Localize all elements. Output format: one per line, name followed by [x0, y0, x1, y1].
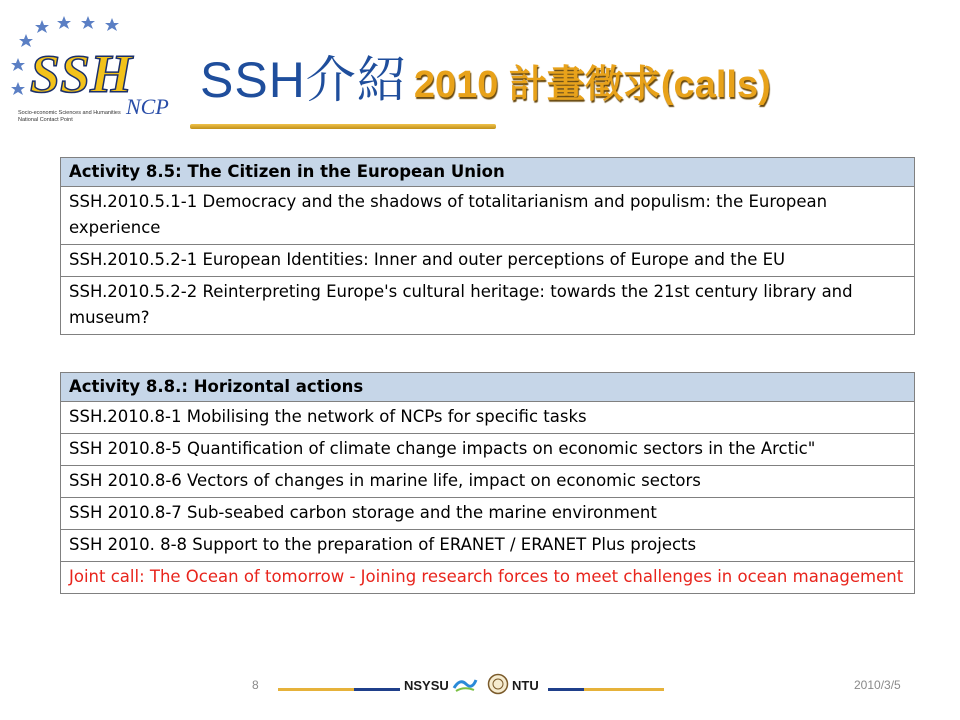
table-cell: SSH.2010.5.1-1 Democracy and the shadows of totalitarianism and populism: the European experience: [61, 187, 915, 245]
ntu-seal-icon: [487, 673, 509, 695]
table-cell: SSH.2010.5.2-2 Reinterpreting Europe's cultural heritage: towards the 21st century library and museum?: [61, 277, 915, 335]
table-row: [61, 245, 915, 277]
logo-ncp-text: NCP: [126, 94, 169, 119]
nsysu-emblem-icon: [452, 674, 478, 694]
activity-8-5-table: [60, 157, 915, 335]
footer-right-label: NTU: [512, 678, 539, 693]
table-row: [61, 434, 915, 466]
table-row: [61, 402, 915, 434]
table-cell: SSH 2010. 8-8 Support to the preparation of ERANET / ERANET Plus projects: [61, 530, 915, 562]
logo-caption-line2: National Contact Point: [18, 117, 73, 123]
table-cell: SSH 2010.8-6 Vectors of changes in marine life, impact on economic sectors: [61, 466, 915, 498]
footer-line: [548, 688, 584, 691]
footer-left-label: NSYSU: [404, 678, 449, 693]
page-number: 8: [252, 678, 259, 692]
table-header-row: [61, 373, 915, 402]
table-header-row: [61, 158, 915, 187]
ssh-ncp-logo: [8, 14, 188, 130]
table-cell-joint-call: Joint call: The Ocean of tomorrow - Joining research forces to meet challenges in ocean management: [61, 562, 915, 594]
footer-line: [584, 688, 664, 691]
logo-caption-line1: Socio-economic Sciences and Humanities: [18, 110, 121, 116]
table-header-cell: Activity 8.5: The Citizen in the European Union: [61, 158, 915, 187]
footer-line: [278, 688, 354, 691]
slide-footer: [0, 678, 960, 702]
slide-date: 2010/3/5: [854, 678, 901, 692]
table-cell: SSH.2010.8-1 Mobilising the network of NCPs for specific tasks: [61, 402, 915, 434]
table-row: [61, 277, 915, 335]
table-cell: SSH 2010.8-5 Quantification of climate change impacts on economic sectors in the Arctic": [61, 434, 915, 466]
logo-graphic: [8, 14, 188, 130]
table-cell: SSH.2010.5.2-1 European Identities: Inner and outer perceptions of Europe and the EU: [61, 245, 915, 277]
slide-title: [200, 40, 771, 110]
logo-ssh-text: SSH: [30, 44, 133, 104]
table-row: [61, 187, 915, 245]
title-main: SSH介紹: [200, 52, 408, 108]
table-header-cell: Activity 8.8.: Horizontal actions: [61, 373, 915, 402]
table-row: [61, 466, 915, 498]
activity-8-8-table: [60, 372, 915, 594]
table-row: [61, 498, 915, 530]
table-row: [61, 530, 915, 562]
title-sub: 2010 計畫徵求(calls): [413, 64, 771, 106]
title-underline: [190, 124, 496, 129]
table-row-highlight: [61, 562, 915, 594]
footer-line: [354, 688, 400, 691]
table-cell: SSH 2010.8-7 Sub-seabed carbon storage and the marine environment: [61, 498, 915, 530]
